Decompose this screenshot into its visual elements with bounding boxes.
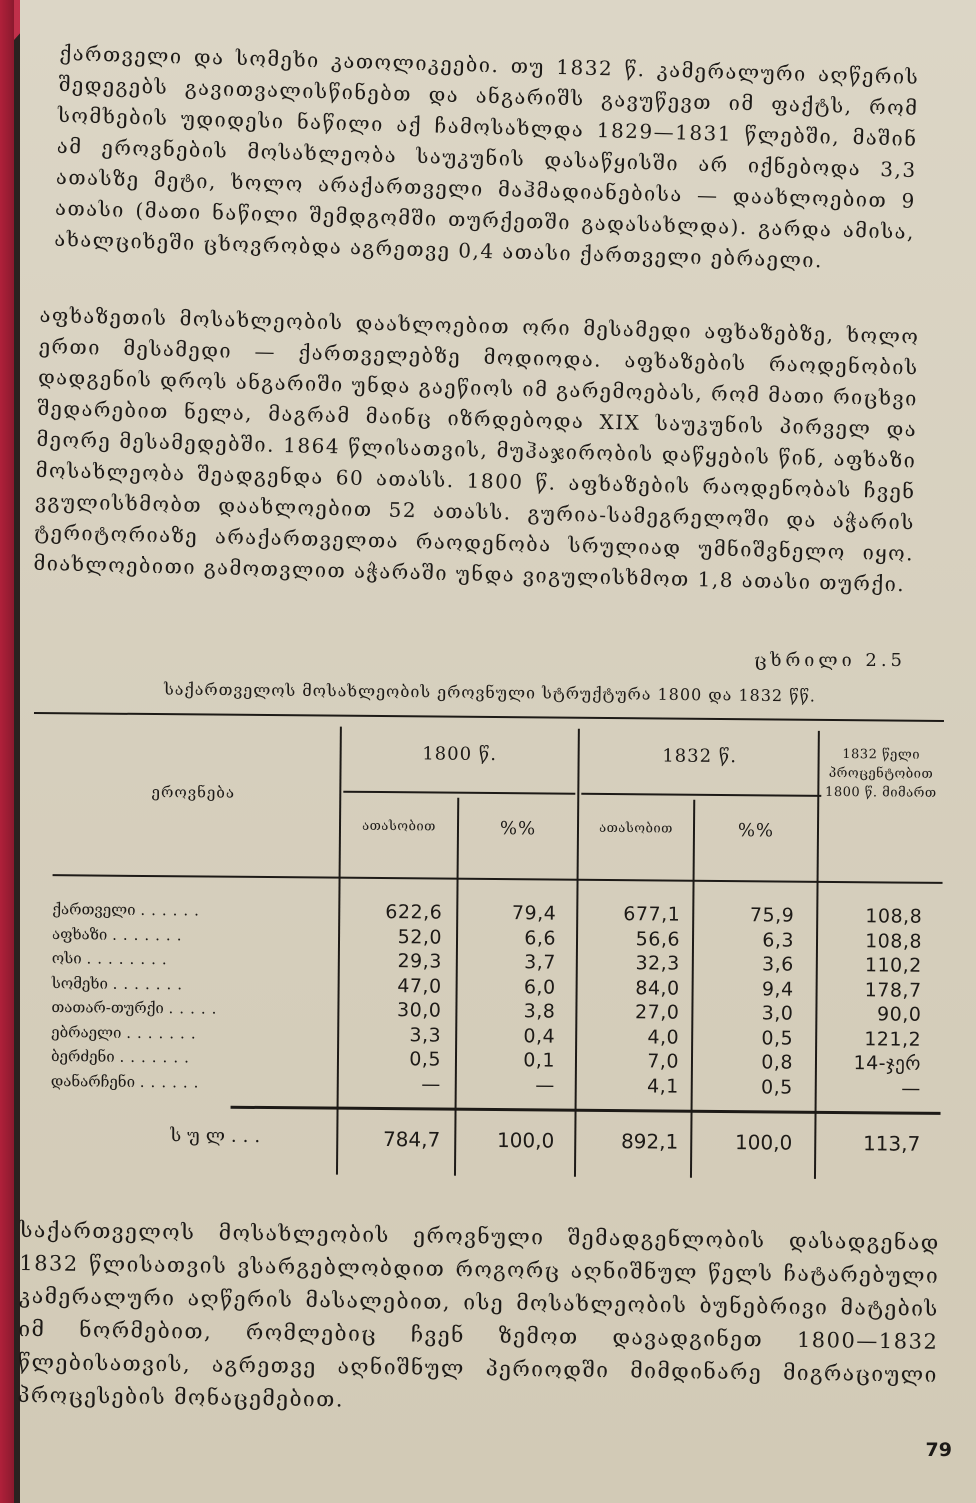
cell-value: 108,8 — [865, 905, 923, 928]
total-ratio: 113,7 — [862, 1131, 921, 1156]
cell-value: 622,6 — [385, 901, 443, 924]
cell-value: — — [901, 1077, 921, 1100]
total-1832-thousands: 892,1 — [620, 1129, 679, 1154]
cell-value: 29,3 — [397, 950, 442, 973]
header-1800: 1800 წ. — [422, 743, 498, 766]
cell-value: 90,0 — [876, 1003, 922, 1026]
header-nationality: ეროვნება — [151, 783, 236, 802]
col-1800-percent — [459, 901, 557, 1098]
cell-value: 0,5 — [761, 1026, 794, 1050]
col-1832-thousands — [579, 902, 681, 1099]
subheader-1832-thousands: ათასობით — [599, 820, 673, 837]
table-top-rule — [34, 712, 944, 722]
cell-value: 178,7 — [864, 978, 922, 1002]
subheader-1800-percent: %% — [499, 818, 537, 840]
header-subrule-1832 — [581, 793, 821, 797]
cell-value: 4,1 — [646, 1074, 679, 1098]
cell-value: 7,0 — [647, 1050, 680, 1073]
total-1832-percent: 100,0 — [734, 1130, 793, 1155]
cell-value: 3,6 — [762, 953, 794, 976]
vrule-2 — [454, 798, 459, 1176]
cell-value: 32,3 — [635, 952, 680, 975]
population-table — [30, 712, 944, 1180]
cell-value: 56,6 — [635, 927, 681, 951]
header-ratio: 1832 წელი პროცენტობით 1800 წ. მიმართ — [825, 747, 937, 801]
row-name: ქართველი ...... — [52, 900, 206, 920]
book-cover-edge — [0, 0, 14, 1503]
total-1800-thousands: 784,7 — [382, 1127, 441, 1152]
cell-value: 0,1 — [523, 1049, 556, 1072]
row-name: სომეხი ....... — [51, 973, 189, 993]
vrule-4 — [690, 800, 695, 1178]
paragraph-3: საქართველოს მოსახლეობის ეროვნული შემადგენლობის დასადგენად 1832 წლისათვის ვსარგებლობდით როგორც აღნიშნულ წელს ჩატარებული კამერალური აღწერის მასალებით, ისე მოსახლეობის ბუნებრივი მატების იმ ნორმებით, რომლებიც ჩვენ ზემოთ დავადგინეთ 1800—1832 წლებისათვის, აგრეთვე აღნიშნულ პერიოდში მიმდინარე მიგრაციული პროცესების მონაცემებით. — [17, 1217, 940, 1412]
cell-value: 3,3 — [409, 1023, 442, 1047]
cell-value: 4,0 — [647, 1025, 680, 1049]
header-subrule-1800 — [343, 791, 575, 795]
row-name: ოსი ........ — [51, 949, 173, 969]
cell-value: 79,4 — [511, 902, 557, 925]
row-name: ებრაელი ....... — [51, 1022, 202, 1042]
cell-value: 121,2 — [864, 1027, 922, 1051]
paragraph-1: ქართველი და სომეხი კათოლიკეები. თუ 1832 წ. კამერალური აღწერის შედეგებს გავითვალისწინებთ და ანგარიშს გავუწევთ იმ ფაქტს, რომ სომხების უდიდესი ნაწილი აქ ჩამოსახლდა 1829—1831 წლებში, მაშინ ამ ეროვნების მოსახლეობა საუკუნის დასაწყისში არ იქნებოდა 3,3 ათასზე მეტი, ხოლო არაქართველი მაჰმადიანებისა — დაახლოებით 9 ათასი (მათი ნაწილი შემდგომში თურქეთში გადასახლდა). გარდა ამისა, ახალციხეში ცხოვრობდა აგრეთვე 0,4 ათასი ქართველი ებრაელი. — [54, 40, 920, 273]
row-name: თათარ-თურქი ..... — [51, 998, 223, 1018]
cell-value: 6,6 — [524, 926, 557, 950]
cell-value: 9,4 — [761, 977, 794, 1001]
cell-value: 27,0 — [634, 1001, 680, 1024]
row-name: დანარჩენი ...... — [50, 1071, 205, 1092]
subheader-1800-thousands: ათასობით — [362, 818, 436, 835]
cell-value: 0,4 — [523, 1024, 556, 1048]
cell-value: 30,0 — [397, 999, 442, 1022]
header-bottom-rule — [53, 874, 943, 884]
cell-value: 0,8 — [761, 1051, 794, 1074]
cell-value: — — [535, 1073, 555, 1097]
cell-value: 47,0 — [397, 974, 442, 998]
cell-value: 0,5 — [760, 1075, 793, 1099]
cell-value: — — [421, 1072, 441, 1096]
cell-value: 3,7 — [524, 951, 556, 974]
cell-value: 52,0 — [397, 925, 443, 949]
col-1832-percent — [695, 903, 795, 1100]
page-number: 79 — [925, 1439, 952, 1461]
row-name: აფხაზი ....... — [51, 924, 188, 944]
table-title: საქართველოს მოსახლეობის ეროვნული სტრუქტურა 1800 და 1832 წწ. — [163, 679, 817, 706]
row-name: ბერძენი ....... — [50, 1047, 195, 1067]
cell-value: 6,0 — [523, 975, 556, 999]
col-ratio — [821, 904, 923, 1101]
cell-value: 84,0 — [635, 976, 680, 1000]
cell-value: 6,3 — [762, 928, 795, 952]
book-page — [17, 0, 976, 1503]
cell-value: 14-ჯერ — [853, 1052, 922, 1075]
table-label: ცხრილი 2.5 — [754, 650, 906, 671]
paragraph-2: აფხაზეთის მოსახლეობის დაახლოებით ორი მესამედი აფხაზებზე, ხოლო ერთი მესამედი — ქართველებზე მოდიოდა. აფხაზების რაოდენობის დადგენის დროს ანგარიში უნდა გაეწიოს იმ გარემოებას, რომ მათი რიცხვი შედარებით ნელა, მაგრამ მაინც იზრდებოდა XIX საუკუნის პირველ და მეორე მესამედებში. 1864 წლისათვის, მუჰაჯირობის დაწყების წინ, აფხაზი მოსახლეობა შეადგენდა 60 ათასს. 1800 წ. აფხაზების რაოდენობას ჩვენ ვგულისხმობთ დაახლოებით 52 ათასს. გურია-სამეგრელოში და აჭარის ტერიტორიაზე არაქართველთა რაოდენობა სრულიად უმნიშვნელო იყო. მიახლოებითი გამოთვლით აჭარაში უნდა ვიგულისხმოთ 1,8 ათასი თურქი. — [33, 302, 920, 597]
cell-value: 677,1 — [623, 903, 681, 926]
cell-value: 3,8 — [523, 1000, 556, 1023]
cell-value: 110,2 — [864, 954, 922, 977]
cell-value: 0,5 — [409, 1048, 442, 1071]
cell-value: 3,0 — [761, 1002, 794, 1025]
cell-value: 75,9 — [749, 904, 795, 927]
header-1832: 1832 წ. — [662, 745, 738, 768]
nationality-column — [51, 897, 323, 1095]
total-1800-percent: 100,0 — [496, 1128, 555, 1153]
total-label: სულ... — [170, 1125, 267, 1148]
cell-value: 108,8 — [865, 929, 923, 953]
subheader-1832-percent: %% — [737, 820, 775, 842]
col-1800-thousands — [341, 900, 443, 1097]
